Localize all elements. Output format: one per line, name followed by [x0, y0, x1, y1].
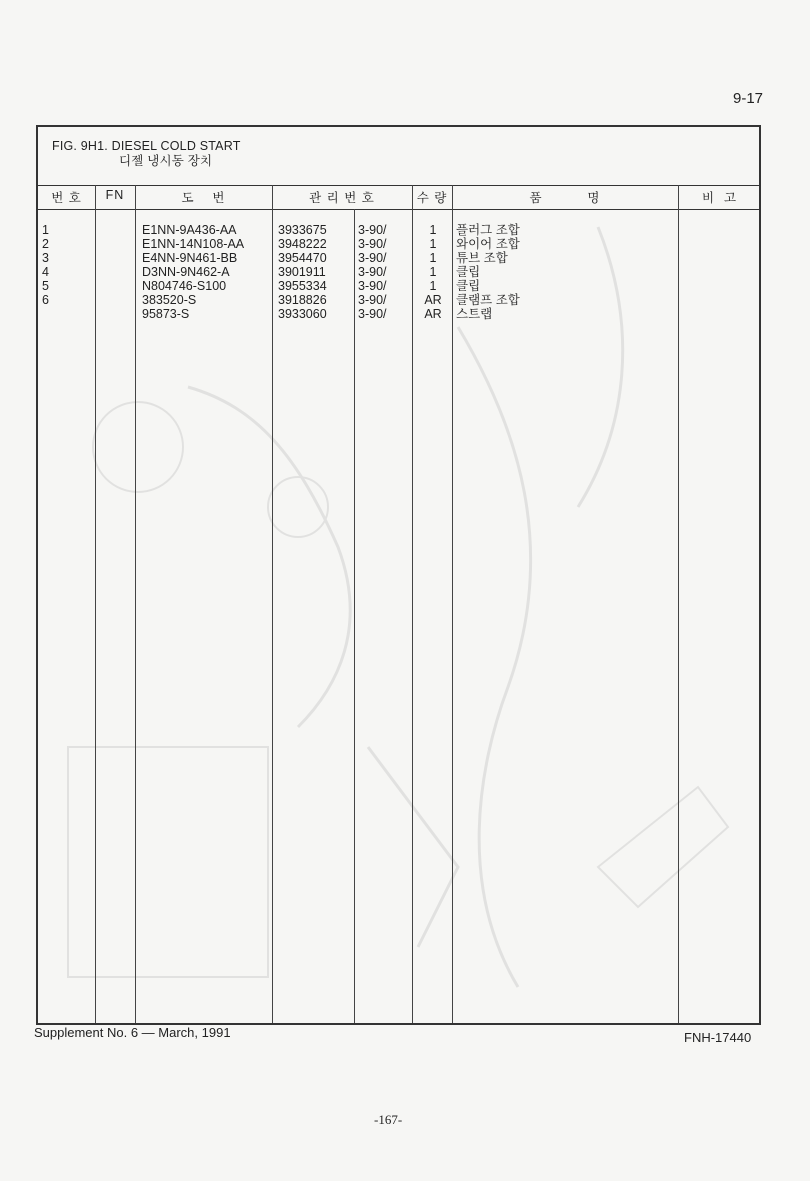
- cell-no: 4: [42, 265, 49, 279]
- cell-qty: 1: [429, 251, 437, 265]
- cell-mgmt: 3955334: [278, 279, 327, 293]
- cell-rev: 3-90/: [358, 279, 387, 293]
- col-qty: [414, 223, 452, 321]
- cell-qty: 1: [429, 223, 437, 237]
- cell-drawing: E1NN-9A436-AA: [142, 223, 237, 237]
- supplement-note: Supplement No. 6 — March, 1991: [34, 1025, 231, 1040]
- cell-no: 6: [42, 293, 49, 307]
- cell-rev: 3-90/: [358, 251, 387, 265]
- cell-no: 1: [42, 223, 49, 237]
- column-divider: [272, 185, 273, 1023]
- col-name: [456, 223, 520, 321]
- cell-rev: 3-90/: [358, 237, 387, 251]
- figure-title-en: FIG. 9H1. DIESEL COLD START: [52, 139, 241, 153]
- cell-name: 플러그 조합: [456, 223, 520, 237]
- col-mgmt: [278, 223, 327, 321]
- cell-rev: 3-90/: [358, 293, 387, 307]
- cell-drawing: 383520-S: [142, 293, 197, 307]
- header-top-rule: [38, 185, 759, 186]
- header-qty: 수 량: [416, 191, 448, 205]
- cell-mgmt: 3948222: [278, 237, 327, 251]
- cell-rev: 3-90/: [358, 223, 387, 237]
- cell-qty: AR: [424, 307, 442, 321]
- cell-rev: 3-90/: [358, 307, 387, 321]
- cell-no: 5: [42, 279, 49, 293]
- cell-mgmt: 3918826: [278, 293, 327, 307]
- figure-title-ko: 디젤 냉시동 장치: [119, 154, 213, 168]
- cell-name: 스트랩: [456, 307, 493, 321]
- cell-name: 클램프 조합: [456, 293, 520, 307]
- column-divider: [135, 185, 136, 1023]
- header-name: 품 명: [529, 191, 601, 205]
- header-no: 번 호: [51, 191, 82, 205]
- cell-qty: 1: [429, 237, 437, 251]
- column-divider: [452, 185, 453, 1023]
- cell-drawing: E4NN-9N461-BB: [142, 251, 238, 265]
- cell-drawing: N804746-S100: [142, 279, 227, 293]
- header-mgmt: 관 리 번 호: [309, 191, 375, 205]
- cell-no: 2: [42, 237, 49, 251]
- cell-mgmt: 3933675: [278, 223, 327, 237]
- header-drawing: 도 번: [181, 191, 226, 205]
- cell-name: 와이어 조합: [456, 237, 520, 251]
- column-divider: [354, 209, 355, 1023]
- cell-rev: 3-90/: [358, 265, 387, 279]
- page-footer-number: -167-: [374, 1112, 403, 1127]
- column-divider: [678, 185, 679, 1023]
- cell-no: 3: [42, 251, 49, 265]
- parts-table-frame: [36, 125, 761, 1025]
- header-remark: 비 고: [701, 191, 738, 205]
- cell-name: 클립: [456, 265, 481, 279]
- cell-mgmt: 3933060: [278, 307, 327, 321]
- figure-title: [52, 139, 241, 169]
- cell-qty: 1: [429, 265, 437, 279]
- cell-drawing: D3NN-9N462-A: [142, 265, 230, 279]
- column-divider: [412, 185, 413, 1023]
- col-drawing: [142, 223, 244, 321]
- cell-name: 튜브 조합: [456, 251, 508, 265]
- header-bottom-rule: [38, 209, 759, 210]
- cell-qty: 1: [429, 279, 437, 293]
- cell-mgmt: 3901911: [278, 265, 326, 279]
- col-rev: [358, 223, 387, 321]
- cell-drawing: 95873-S: [142, 307, 190, 321]
- cell-name: 클립: [456, 279, 481, 293]
- cell-drawing: E1NN-14N108-AA: [142, 237, 245, 251]
- cell-qty: AR: [424, 293, 442, 307]
- column-divider: [95, 185, 96, 1023]
- document-id: FNH-17440: [684, 1030, 752, 1045]
- page-number: 9-17: [733, 90, 764, 107]
- cell-mgmt: 3954470: [278, 251, 327, 265]
- col-no: [42, 223, 49, 307]
- header-fn: FN: [105, 188, 125, 202]
